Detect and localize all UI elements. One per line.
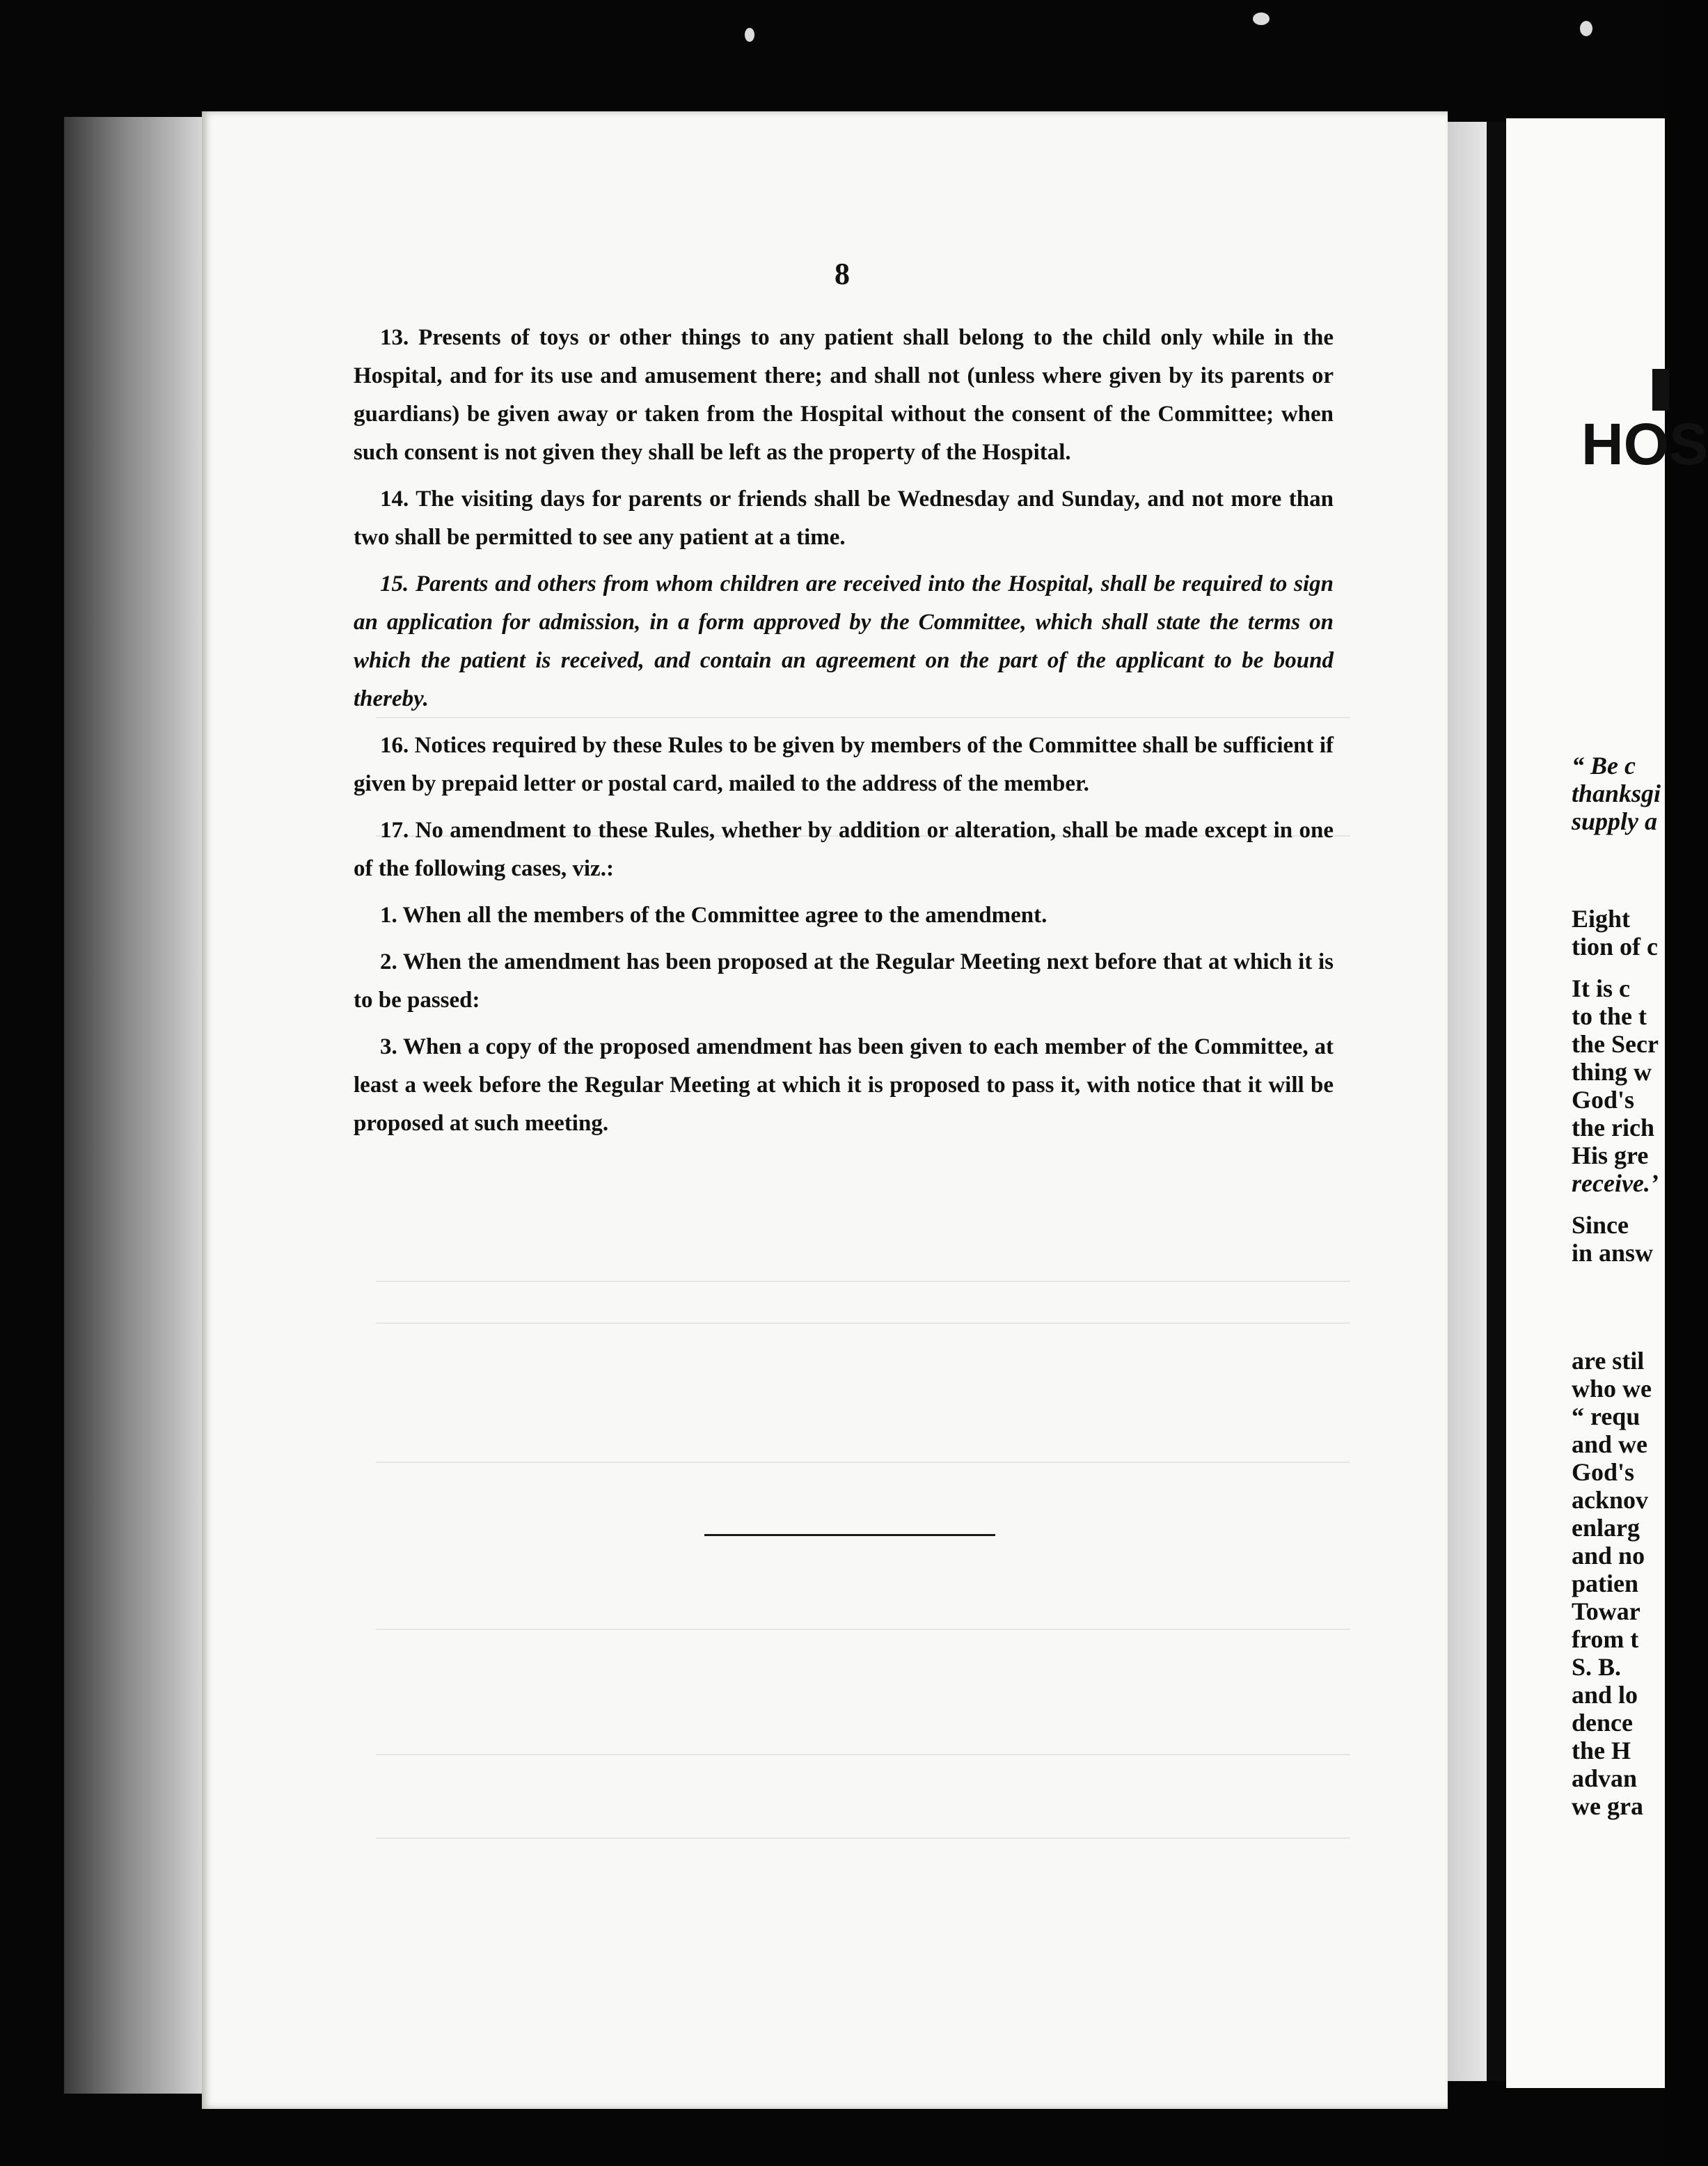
facing-page-line: supply a <box>1572 807 1658 835</box>
dust-speck <box>745 28 754 42</box>
facing-page-line: tion of c <box>1572 933 1658 961</box>
facing-page-line: we gra <box>1572 1792 1643 1820</box>
facing-page-title: HOS <box>1581 411 1708 477</box>
rule-paragraph-13: 13. Presents of toys or other things to any patient shall belong to the child only while in the Hospital, and for its use and amusement there; and shall not (unless where given by its parents or guardians) be given away or taken from the Hospital without the consent of the Committee; when such consent is not given they shall be left as the property of the Hospital. <box>354 325 1334 465</box>
facing-page-line: God's <box>1572 1086 1635 1114</box>
facing-page-line: and no <box>1572 1542 1645 1570</box>
rule-paragraph-17-3: 3. When a copy of the proposed amendment has been given to each member of the Committee, at least a week before the Regular Meeting at which it is proposed to pass it, with notice that it will be proposed at such meeting. <box>354 1034 1334 1136</box>
facing-page-line: from t <box>1572 1625 1639 1653</box>
facing-page-line: to the t <box>1572 1002 1647 1030</box>
facing-page-line: acknov <box>1572 1486 1649 1514</box>
rules-text-block <box>354 319 1334 1151</box>
rule-paragraph-14: 14. The visiting days for parents or friends shall be Wednesday and Sunday, and not more than two shall be permitted to see any patient at a time. <box>354 487 1334 550</box>
show-through-line <box>376 1629 1350 1630</box>
facing-page-line: patien <box>1572 1570 1639 1597</box>
show-through-line <box>376 1837 1350 1839</box>
facing-page-line: S. B. <box>1572 1653 1622 1681</box>
rule-paragraph-15: 15. Parents and others from whom children are received into the Hospital, shall be required to sign an application for admission, in a form approved by the Committee, which shall state the terms on which the patient is received, and contain an agreement on the part of the applicant to be bound thereby. <box>354 571 1334 711</box>
facing-page-line: “ Be c <box>1572 752 1636 780</box>
book-gutter <box>1487 122 1506 2081</box>
facing-page <box>1506 118 1708 2088</box>
facing-page-line: thanksgi <box>1572 780 1661 807</box>
facing-page-line: dence <box>1572 1709 1633 1737</box>
facing-page-line: His gre <box>1572 1141 1649 1169</box>
show-through-line <box>376 1754 1350 1755</box>
facing-page-line: God's <box>1572 1458 1635 1486</box>
facing-page-line: thing w <box>1572 1058 1652 1086</box>
facing-page-ornament <box>1652 369 1669 411</box>
facing-page-line: and lo <box>1572 1681 1638 1709</box>
facing-page-line: are stil <box>1572 1347 1645 1375</box>
rule-paragraph-17-2: 2. When the amendment has been proposed at the Regular Meeting next before that at which it is to be passed: <box>354 949 1334 1013</box>
facing-page-line: It is c <box>1572 974 1630 1002</box>
section-divider-rule <box>704 1534 995 1536</box>
facing-page-line: who we <box>1572 1375 1652 1402</box>
facing-page-line: the H <box>1572 1737 1631 1764</box>
show-through-line <box>376 1322 1350 1324</box>
facing-page-line: Towar <box>1572 1597 1640 1625</box>
facing-page-line: Eight <box>1572 905 1631 933</box>
rule-paragraph-16: 16. Notices required by these Rules to be given by members of the Committee shall be sufficient if given by prepaid letter or postal card, mailed to the address of the member. <box>354 733 1334 796</box>
dust-speck <box>1580 21 1592 36</box>
facing-page-line: Since <box>1572 1211 1629 1239</box>
show-through-line <box>376 1462 1350 1463</box>
facing-page-line: in answ <box>1572 1239 1654 1267</box>
facing-page-line: enlarg <box>1572 1514 1640 1542</box>
facing-page-line: advan <box>1572 1764 1638 1792</box>
rule-paragraph-17-1: 1. When all the members of the Committee agree to the amendment. <box>380 903 1047 928</box>
facing-page-line: “ requ <box>1572 1402 1640 1430</box>
rule-paragraph-17: 17. No amendment to these Rules, whether by addition or alteration, shall be made except in one of the following cases, viz.: <box>354 818 1334 881</box>
facing-page-line: the Secr <box>1572 1030 1659 1058</box>
show-through-line <box>376 1281 1350 1282</box>
book-spine-edge <box>64 117 203 2094</box>
dust-speck <box>1253 13 1270 25</box>
facing-page-line: and we <box>1572 1430 1648 1458</box>
facing-page-line: receive.’ <box>1572 1169 1659 1197</box>
page-number: 8 <box>835 257 850 291</box>
facing-page-line: the rich <box>1572 1114 1654 1141</box>
